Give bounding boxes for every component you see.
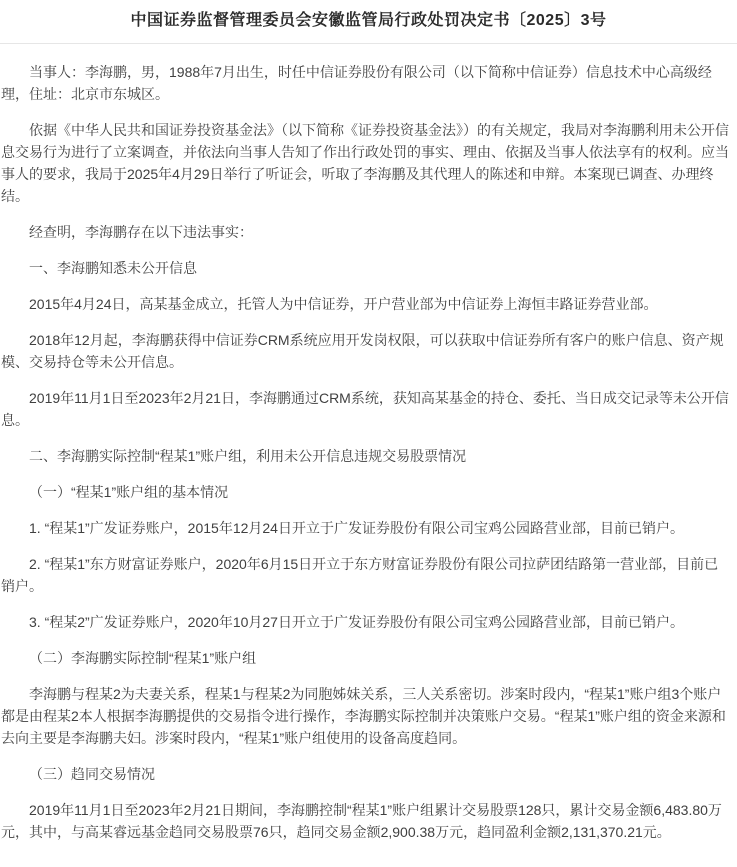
penalty-decision-document <box>0 10 737 867</box>
paragraph-crm-access: 2018年12月起，李海鹏获得中信证券CRM系统应用开发岗权限，可以获取中信证券所有客户的账户信息、资产规模、交易持仓等未公开信息。 <box>1 332 724 370</box>
paragraph-account-item-2: 2. “程某1”东方财富证券账户，2020年6月15日开立于东方财富证券股份有限公司拉萨团结路第一营业部，目前已销户。 <box>1 556 719 594</box>
paragraph-account-item-3: 3. “程某2”广发证券账户，2020年10月27日开立于广发证券股份有限公司宝鸡公园路营业部，目前已销户。 <box>29 614 684 630</box>
subsection-2-2-heading: （二）李海鹏实际控制“程某1”账户组 <box>29 650 257 666</box>
paragraph-control-relationship: 李海鹏与程某2为夫妻关系，程某1与程某2为同胞姊妹关系，三人关系密切。涉案时段内，“程某1”账户组3个账户都是由程某2本人根据李海鹏提供的交易指令进行操作，李海鹏实际控制并决策账户交易。“程某1”账户组的资金来源和去向主要是李海鹏夫妇。涉案时段内，“程某1”账户组使用的设备高度趋同。 <box>1 686 726 746</box>
paragraph-fund-established: 2015年4月24日，高某基金成立，托管人为中信证券，开户营业部为中信证券上海恒丰路证券营业部。 <box>29 296 658 312</box>
document-title: 中国证券监督管理委员会安徽监管局行政处罚决定书〔2025〕3号 <box>130 12 607 29</box>
paragraph-case-basis: 依据《中华人民共和国证券投资基金法》（以下简称《证券投资基金法》）的有关规定，我局对李海鹏利用未公开信息交易行为进行了立案调查，并依法向当事人告知了作出行政处罚的事实、理由、依据及当事人依法享有的权利。应当事人的要求，我局于2025年4月29日举行了听证会，听取了李海鹏及其代理人的陈述和申辩。本案现已调查、办理终结。 <box>1 122 729 204</box>
section-2-heading: 二、李海鹏实际控制“程某1”账户组，利用未公开信息违规交易股票情况 <box>29 448 467 464</box>
document-body <box>0 44 737 867</box>
subsection-2-3-heading: （三）趋同交易情况 <box>29 766 155 782</box>
section-1-heading: 一、李海鹏知悉未公开信息 <box>29 260 197 276</box>
subsection-2-1-heading: （一）“程某1”账户组的基本情况 <box>29 484 229 500</box>
paragraph-party-info: 当事人：李海鹏，男，1988年7月出生，时任中信证券股份有限公司（以下简称中信证券）信息技术中心高级经理，住址：北京市东城区。 <box>1 64 712 102</box>
paragraph-facts-intro: 经查明，李海鹏存在以下违法事实： <box>29 224 253 240</box>
paragraph-account-item-1: 1. “程某1”广发证券账户，2015年12月24日开立于广发证券股份有限公司宝鸡公园路营业部，目前已销户。 <box>29 520 684 536</box>
paragraph-convergent-trading-detail: 2019年11月1日至2023年2月21日期间，李海鹏控制“程某1”账户组累计交易股票128只，累计交易金额6,483.80万元，其中，与高某睿远基金趋同交易股票76只，趋同交易金额2,900.38万元，趋同盈利金额2,131,370.21元。 <box>1 802 722 840</box>
paragraph-info-obtained: 2019年11月1日至2023年2月21日，李海鹏通过CRM系统，获知高某基金的持仓、委托、当日成交记录等未公开信息。 <box>1 390 729 428</box>
